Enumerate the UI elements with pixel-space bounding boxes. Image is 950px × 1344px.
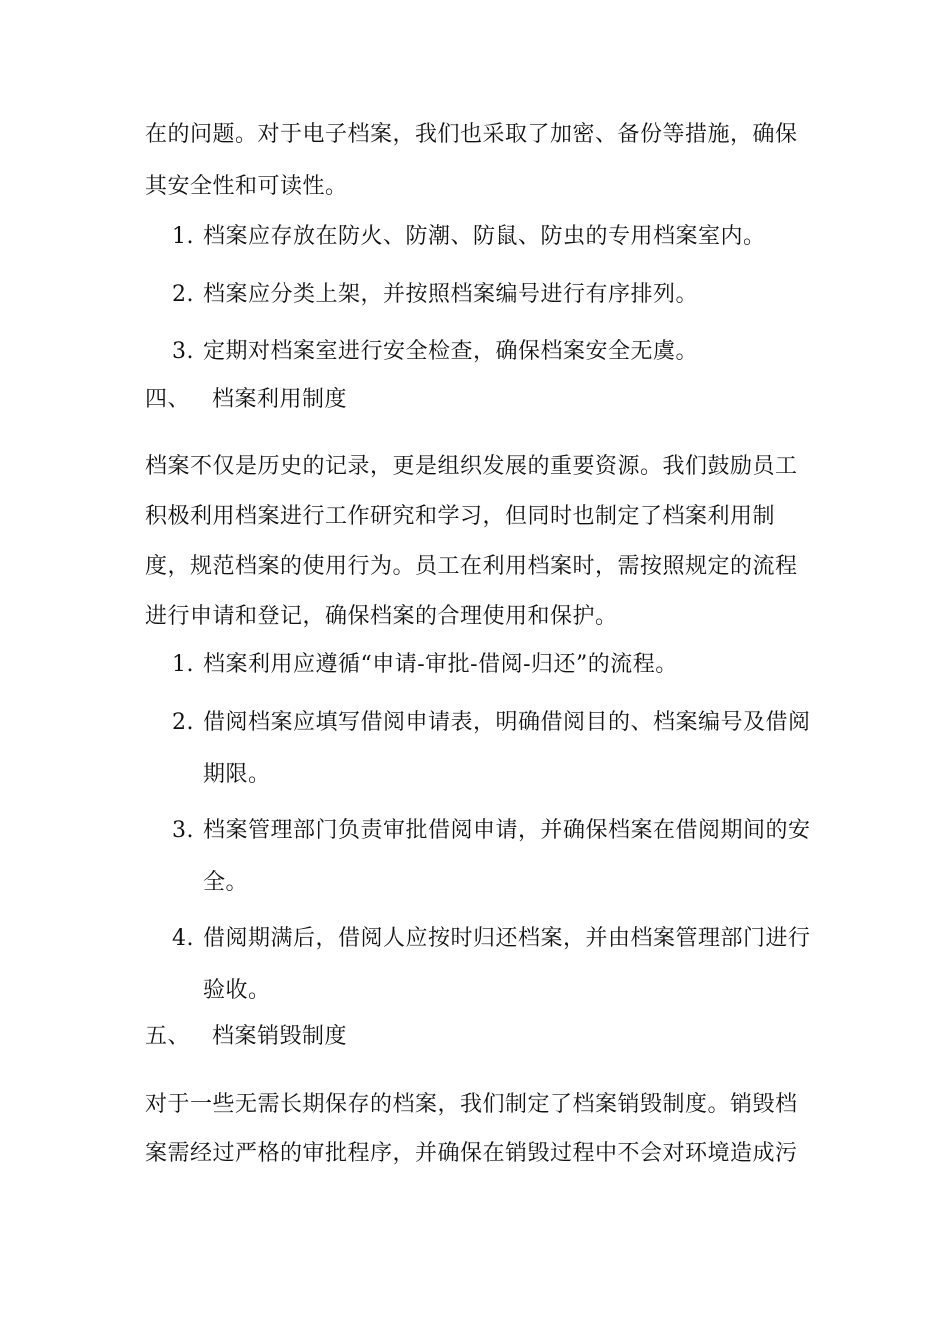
- list-item-text: 全。: [203, 870, 249, 895]
- list-item-number: 2.: [172, 710, 194, 735]
- list-item-text: 借阅期满后，借阅人应按时归还档案，并由档案管理部门进行: [203, 926, 811, 951]
- list-item-number: 2.: [172, 282, 194, 307]
- paragraph-line: 度，规范档案的使用行为。员工在利用档案时，需按照规定的流程: [145, 554, 798, 579]
- paragraph-line: 对于一些无需长期保存的档案，我们制定了档案销毁制度。销毁档: [145, 1092, 798, 1117]
- list-item-number: 3.: [172, 339, 194, 364]
- list-item-number: 4.: [172, 926, 194, 951]
- list-item-text: 档案利用应遵循“申请-审批-借阅-归还”的流程。: [203, 652, 678, 677]
- list-item-number: 1.: [172, 224, 194, 249]
- paragraph-line: 其安全性和可读性。: [145, 174, 348, 199]
- paragraph-line: 在的问题。对于电子档案，我们也采取了加密、备份等措施，确保: [145, 122, 798, 147]
- list-item-number: 3.: [172, 818, 194, 843]
- section-heading-number: 五、: [145, 1024, 191, 1049]
- paragraph-line: 进行申请和登记，确保档案的合理使用和保护。: [145, 604, 618, 629]
- paragraph-line: 案需经过严格的审批程序，并确保在销毁过程中不会对环境造成污: [145, 1141, 798, 1166]
- paragraph-line: 档案不仅是历史的记录，更是组织发展的重要资源。我们鼓励员工: [145, 454, 798, 479]
- paragraph-line: 积极利用档案进行工作研究和学习，但同时也制定了档案利用制: [145, 504, 776, 529]
- list-item-text: 借阅档案应填写借阅申请表，明确借阅目的、档案编号及借阅: [203, 710, 811, 735]
- list-item-number: 1.: [172, 652, 194, 677]
- section-heading-title: 档案销毁制度: [212, 1024, 348, 1049]
- list-item-text: 档案应存放在防火、防潮、防鼠、防虫的专用档案室内。: [203, 224, 766, 249]
- list-item-text: 档案管理部门负责审批借阅申请，并确保档案在借阅期间的安: [203, 818, 811, 843]
- list-item-text: 定期对档案室进行安全检查，确保档案安全无虞。: [203, 339, 699, 364]
- section-heading-number: 四、: [145, 387, 191, 412]
- list-item-text: 档案应分类上架，并按照档案编号进行有序排列。: [203, 282, 699, 307]
- section-heading-title: 档案利用制度: [212, 387, 348, 412]
- list-item-text: 验收。: [203, 978, 271, 1003]
- list-item-text: 期限。: [203, 762, 271, 787]
